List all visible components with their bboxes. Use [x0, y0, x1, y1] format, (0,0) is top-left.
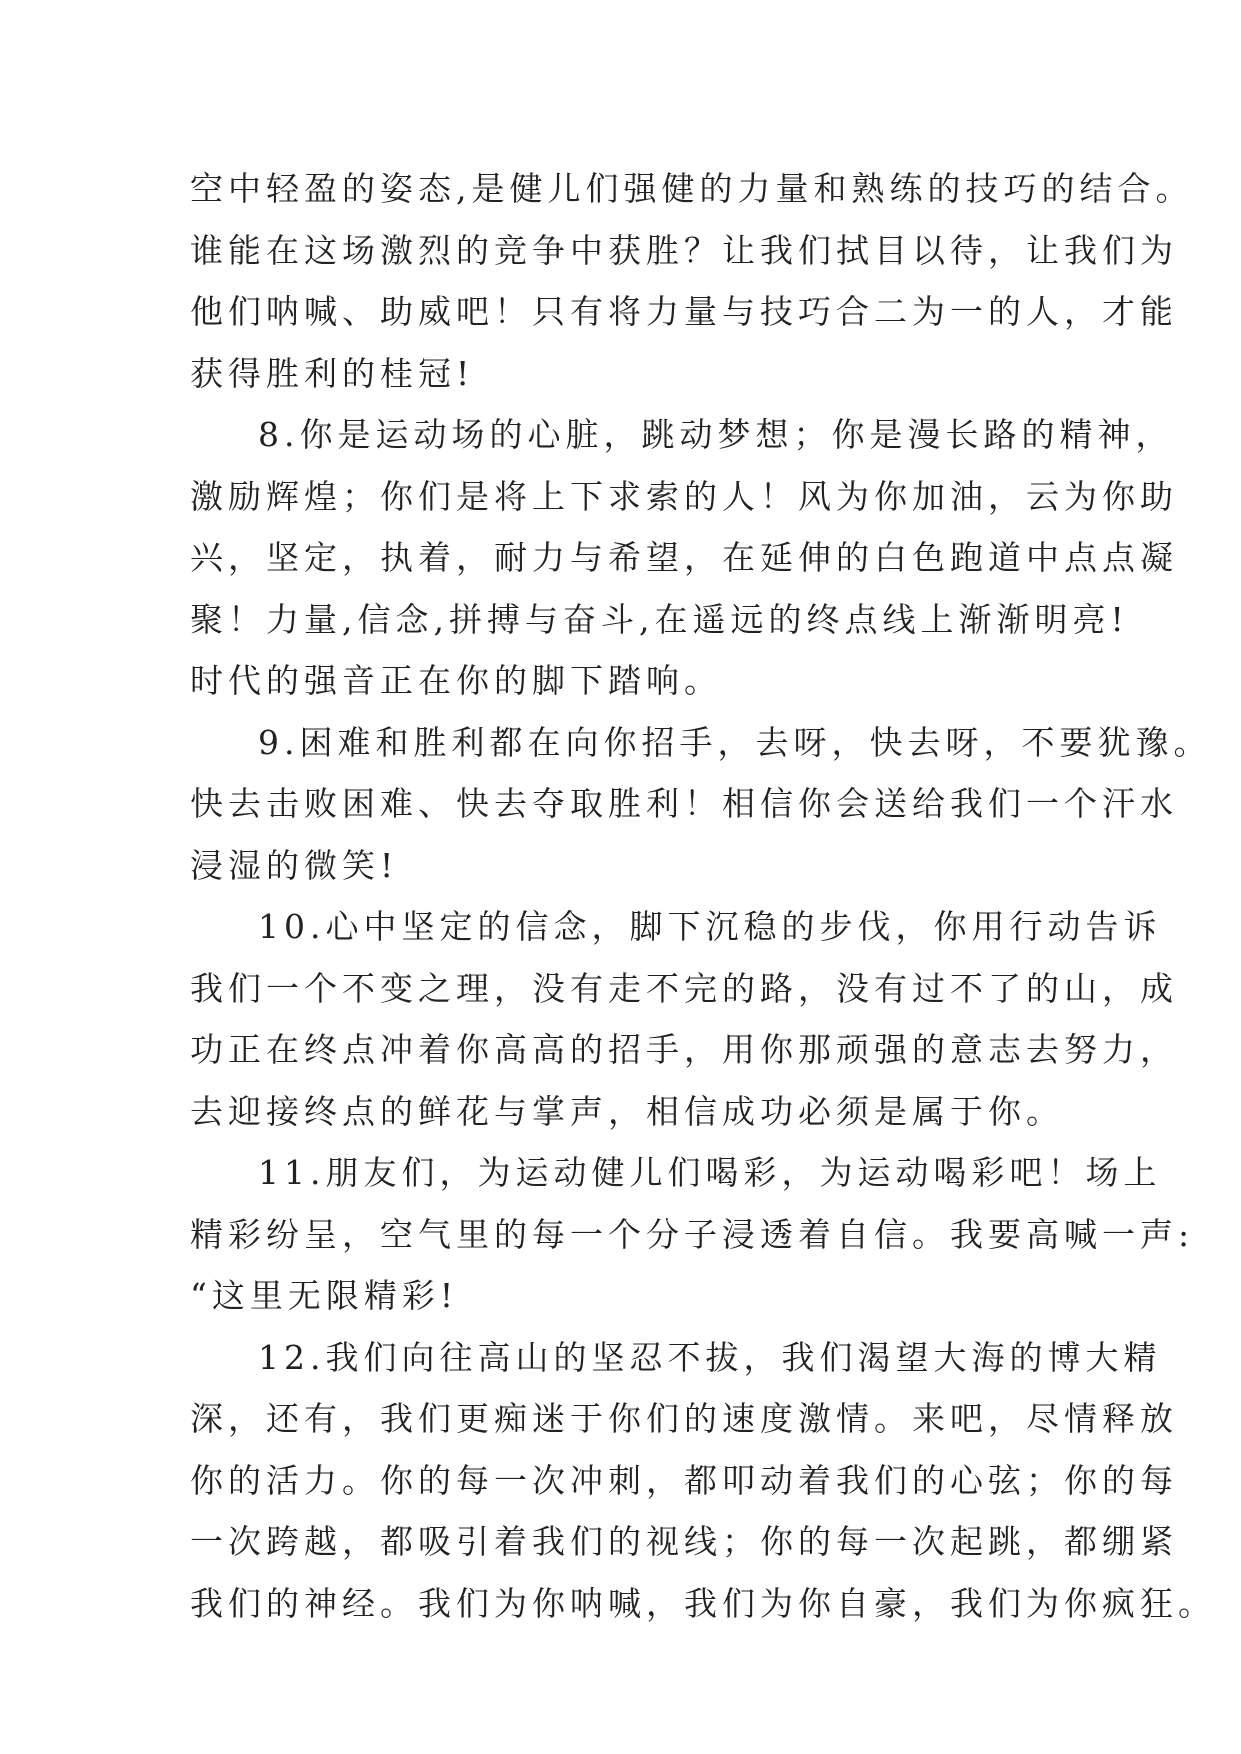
text-line: 一次跨越，都吸引着我们的视线；你的每一次起跳，都绷紧 [190, 1522, 1178, 1561]
text-line: 时代的强音正在你的脚下踏响。 [190, 661, 722, 700]
text-line: 快去击败困难、快去夺取胜利！相信你会送给我们一个汗水 [190, 784, 1178, 823]
text-line: 我们的神经。我们为你呐喊，我们为你自豪，我们为你疯狂。 [190, 1583, 1216, 1623]
text-line: 深，还有，我们更痴迷于你们的速度激情。来吧，尽情释放 [190, 1399, 1178, 1438]
text-line: 你的活力。你的每一次冲刺，都叩动着我们的心弦；你的每 [190, 1460, 1178, 1500]
text-line: 谁能在这场激烈的竞争中获胜？让我们拭目以待，让我们为 [190, 230, 1178, 270]
text-line: 去迎接终点的鲜花与掌声，相信成功必须是属于你。 [190, 1091, 1064, 1131]
paragraph-8-first-line: 8.你是运动场的心脏，跳动梦想；你是漫长路的精神， [258, 415, 1174, 454]
text-line: 获得胜利的桂冠! [190, 353, 475, 393]
text-line: 空中轻盈的姿态,是健儿们强健的力量和熟练的技巧的结合。 [190, 169, 1194, 208]
text-line: 我们一个不变之理，没有走不完的路，没有过不了的山，成 [190, 968, 1178, 1008]
body-text [190, 158, 1216, 1634]
paragraph-12-first-line: 12.我们向往高山的坚忍不拔，我们渴望大海的博大精 [258, 1337, 1162, 1377]
text-line: 浸湿的微笑! [190, 845, 399, 885]
paragraph-9-first-line: 9.困难和胜利都在向你招手，去呀，快去呀，不要犹豫。 [258, 722, 1212, 762]
text-line: 他们呐喊、助威吧！只有将力量与技巧合二为一的人，才能 [190, 292, 1178, 331]
paragraph-11-first-line: 11.朋友们，为运动健儿们喝彩，为运动喝彩吧！场上 [258, 1153, 1162, 1192]
text-line: 精彩纷呈，空气里的每一个分子浸透着自信。我要高喊一声: [190, 1214, 1195, 1254]
text-line: 功正在终点冲着你高高的招手，用你那顽强的意志去努力， [190, 1030, 1178, 1069]
text-line: 兴，坚定，执着，耐力与希望，在延伸的白色跑道中点点凝 [190, 538, 1178, 577]
paragraph-10-first-line: 10.心中坚定的信念，脚下沉稳的步伐，你用行动告诉 [258, 907, 1162, 946]
text-line: 聚！力量,信念,拼搏与奋斗,在遥远的终点线上渐渐明亮! [190, 599, 1129, 639]
text-line: “这里无限精彩! [190, 1276, 459, 1315]
text-line: 激励辉煌；你们是将上下求索的人！风为你加油，云为你助 [190, 476, 1178, 516]
